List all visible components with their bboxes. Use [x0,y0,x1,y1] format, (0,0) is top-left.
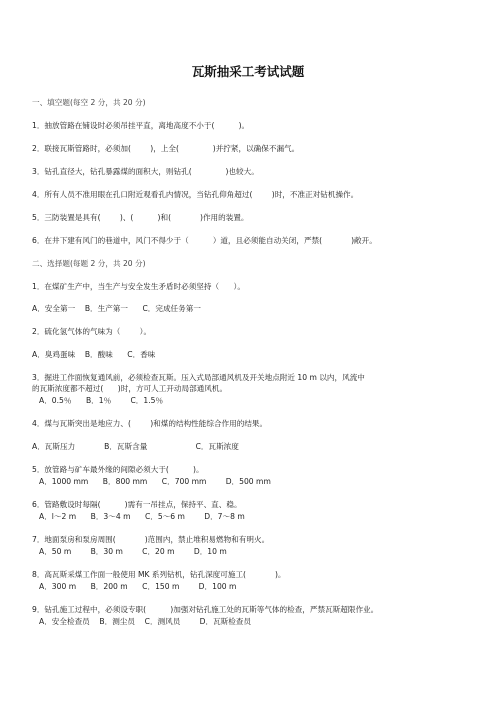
fill-question-5: 5．三防装置是具有( )、( )和( )作用的装置。 [32,213,249,222]
section-choice-heading: 二、选择题(每题 2 分，共 20 分) [32,259,146,268]
choice-question-6: 6．管路敷设时每隔( )需有一吊挂点，保持平、直、稳。 [32,500,242,509]
choice-question-4: 4．煤与瓦斯突出是地应力、( )和煤的结构性能综合作用的结果。 [32,419,268,428]
choice-options-4: A．瓦斯压力 B．瓦斯含量 C．瓦斯浓度 [32,442,239,451]
choice-question-8: 8．高瓦斯采煤工作面一般使用 MK 系列钻机，钻孔深度可施工( )。 [32,570,286,579]
fill-question-1: 1．抽放管路在铺设时必须吊挂平直，离地高度不小于( )。 [32,121,250,130]
fill-question-4: 4．所有人员不准用眼在孔口附近观看孔内情况，当钻孔仰角超过( )时，不准正对钻机操作。 [32,190,359,199]
fill-question-2: 2．联接瓦斯管路时，必须加( )，上全( )并拧紧，以确保不漏气。 [32,144,300,153]
choice-options-3: A．0.5％ B．1％ C．1.5％ [39,396,164,405]
choice-question-5: 5．放管路与矿车最外缘的间隙必须大于( )。 [32,465,204,474]
choice-options-8: A．300 m B．200 m C．150 m D．100 m [39,582,237,591]
choice-options-6: A．l～2 m B．3～4 m C．5～6 m D．7～8 m [39,512,245,521]
choice-options-1: A．安全第一 B．生产第一 C．完成任务第一 [32,304,201,313]
choice-options-5: A．1000 mm B．800 mm C．700 mm D．500 mm [39,477,271,486]
choice-question-2: 2．硫化氢气体的气味为（ ）。 [32,327,152,336]
choice-question-3-cont: 的瓦斯浓度都不超过( )时，方可人工开动局部通风机。 [32,384,228,393]
choice-options-7: A．50 m B．30 m C．20 m D．10 m [39,547,227,556]
choice-options-9: A．安全检查员 B．测尘员 C．测风员 D．瓦斯检查员 [39,617,252,626]
page-title: 瓦斯抽采工考试试题 [191,64,305,79]
choice-options-2: A．臭鸡蛋味 B．酸味 C．香味 [32,350,156,359]
fill-question-6: 6．在井下建有风门的巷道中，风门不得少于（ ）道，且必须能自动关闭，严禁( )敞开。 [32,236,377,245]
choice-question-9: 9．钻孔施工过程中，必须设专职( )加强对钻孔施工处的瓦斯等气体的检查，严禁瓦斯超限作业。 [32,605,379,614]
fill-question-3: 3．钻孔直径大，钻孔暴露煤的面积大，则钻孔( )也较大。 [32,167,259,176]
choice-question-3: 3．掘进工作面恢复通风前，必须检查瓦斯。压入式局部通风机及开关地点附近 10 m 以内，风流中 [32,373,365,382]
choice-question-1: 1．在煤矿生产中，当生产与安全发生矛盾时必须坚持（ ）。 [32,282,245,291]
choice-question-7: 7．地面泵房和泵房周围( )范围内，禁止堆积易燃物和有明火。 [32,535,270,544]
section-fill-heading: 一、填空题(每空 2 分，共 20 分) [32,98,146,107]
